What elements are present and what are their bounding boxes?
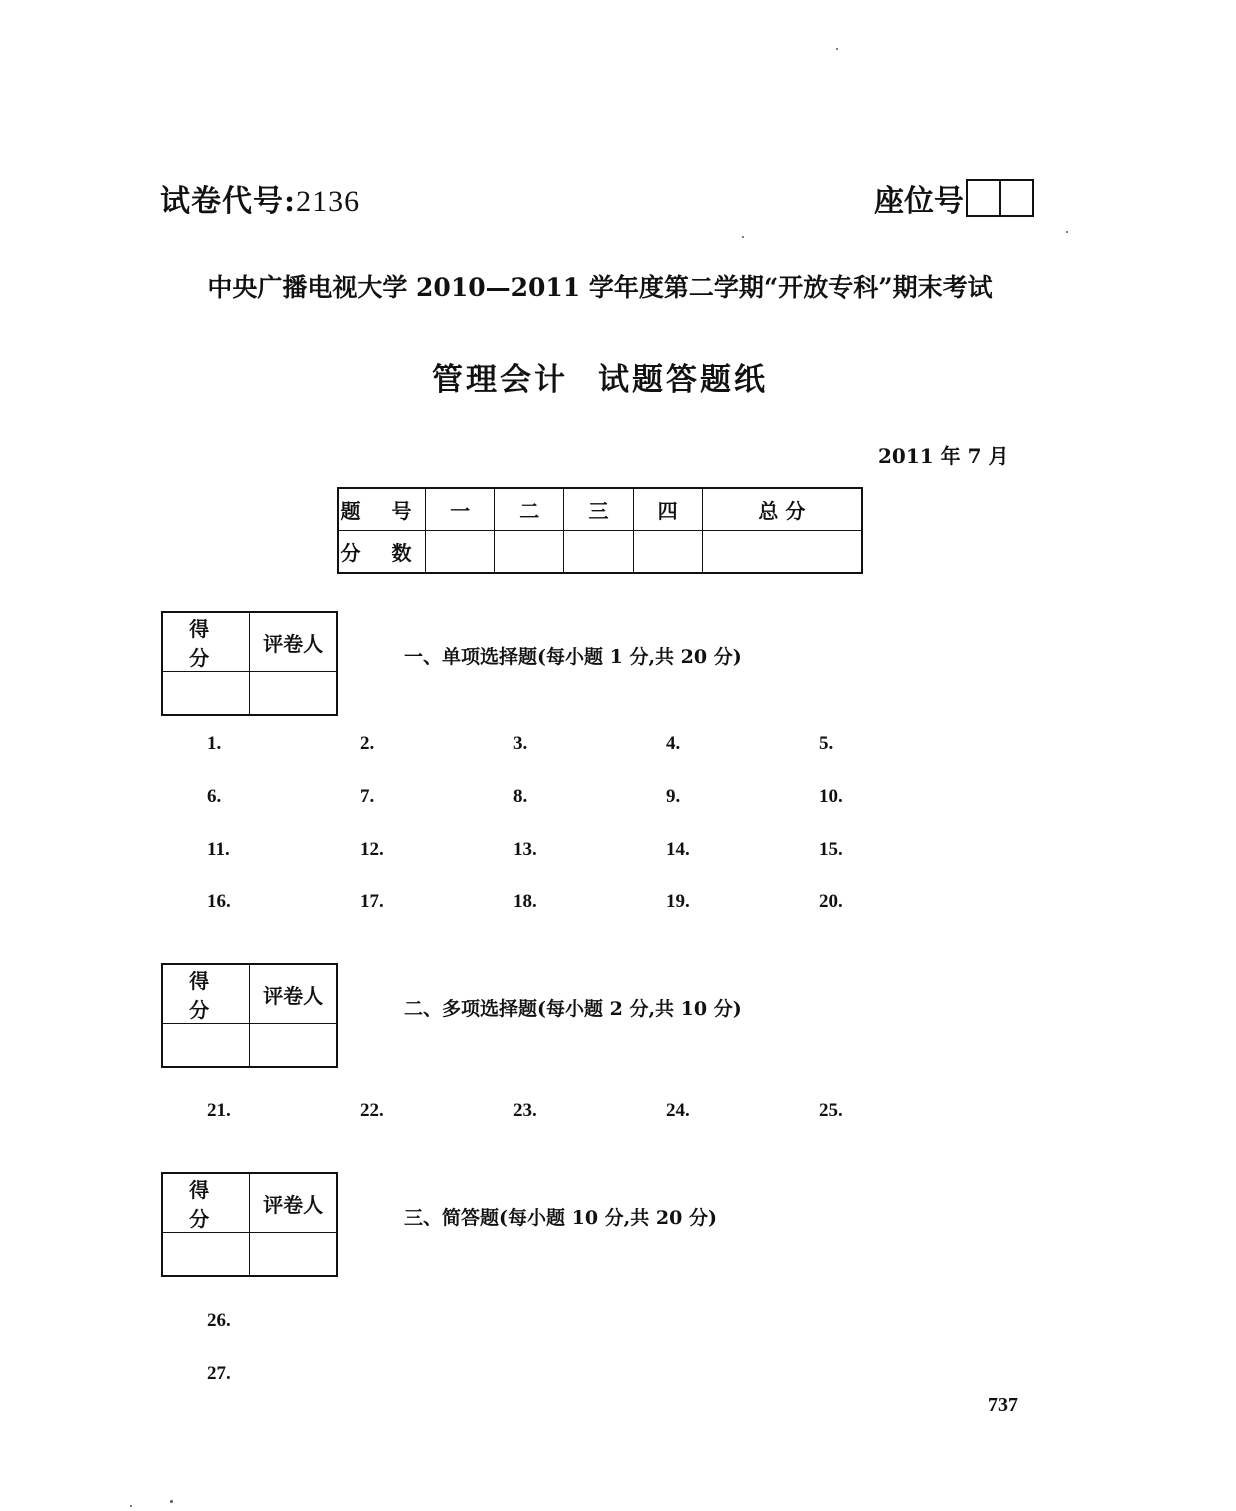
question-number: 24.	[666, 1100, 690, 1121]
question-number: 11.	[207, 839, 230, 860]
page-number: 737	[988, 1394, 1018, 1416]
exam-date: 2011 年 7 月	[878, 444, 1009, 468]
paper-code-value: 2136	[296, 185, 361, 218]
score-cell[interactable]	[426, 531, 495, 574]
score-cell[interactable]	[495, 531, 564, 574]
score-cell[interactable]	[633, 531, 702, 574]
question-number: 13.	[513, 839, 537, 860]
seat-number-label: 座位号	[874, 184, 964, 219]
question-number: 16.	[207, 891, 231, 912]
score-table-col-1: 一	[426, 488, 495, 531]
seat-number	[874, 176, 1034, 220]
grade-box-score-label: 得 分	[162, 1173, 250, 1233]
question-number: 25.	[819, 1100, 843, 1121]
question-number: 27.	[207, 1363, 231, 1384]
question-number: 14.	[666, 839, 690, 860]
subject-name: 管理会计	[432, 362, 568, 398]
score-table-col-2: 二	[495, 488, 564, 531]
seat-number-box[interactable]	[968, 181, 999, 215]
sheet-name: 试题答题纸	[598, 362, 768, 398]
paper-code-label: 试卷代号:	[160, 184, 297, 219]
question-number: 12.	[360, 839, 384, 860]
seat-number-boxes	[966, 179, 1034, 217]
question-number: 6.	[207, 786, 222, 807]
grade-box-grader-cell[interactable]	[250, 1024, 337, 1068]
grade-box-grader-cell[interactable]	[250, 672, 337, 716]
score-cell[interactable]	[564, 531, 633, 574]
score-cell-total[interactable]	[702, 531, 862, 574]
university-line: 中央广播电视大学 2010—2011 学年度第二学期“开放专科”期末考试	[207, 273, 993, 302]
scan-speck	[742, 236, 744, 238]
score-table	[337, 487, 863, 574]
scan-speck	[170, 1500, 173, 1503]
grade-box-grader-cell[interactable]	[250, 1233, 337, 1277]
question-number: 1.	[207, 733, 222, 754]
question-number: 26.	[207, 1310, 231, 1331]
grade-box-grader-label: 评卷人	[250, 1173, 337, 1233]
grade-box-score-cell[interactable]	[162, 1024, 250, 1068]
grade-box-score-cell[interactable]	[162, 672, 250, 716]
grade-box-section-3	[161, 1172, 338, 1277]
question-number: 23.	[513, 1100, 537, 1121]
score-table-col-4: 四	[633, 488, 702, 531]
grade-box-score-label: 得 分	[162, 612, 250, 672]
grade-box-grader-label: 评卷人	[250, 964, 337, 1024]
question-number: 9.	[666, 786, 681, 807]
score-table-score-label: 分 数	[338, 531, 426, 574]
section-1-title: 一、单项选择题(每小题 1 分,共 20 分)	[404, 646, 742, 668]
score-table-col-3: 三	[564, 488, 633, 531]
question-number: 21.	[207, 1100, 231, 1121]
scan-speck	[1066, 231, 1068, 233]
score-table-col-total: 总 分	[702, 488, 862, 531]
question-number: 15.	[819, 839, 843, 860]
question-number: 18.	[513, 891, 537, 912]
grade-box-section-1	[161, 611, 338, 716]
score-table-label: 题 号	[338, 488, 426, 531]
question-number: 20.	[819, 891, 843, 912]
grade-box-section-2	[161, 963, 338, 1068]
score-table-score-row	[338, 531, 862, 574]
question-number: 19.	[666, 891, 690, 912]
grade-box-score-cell[interactable]	[162, 1233, 250, 1277]
question-number: 3.	[513, 733, 528, 754]
seat-number-box[interactable]	[999, 181, 1032, 215]
grade-box-grader-label: 评卷人	[250, 612, 337, 672]
question-number: 5.	[819, 733, 834, 754]
grade-box-score-label: 得 分	[162, 964, 250, 1024]
scan-speck	[836, 48, 838, 50]
scan-speck	[130, 1505, 132, 1507]
subject-title	[0, 354, 1200, 399]
question-number: 17.	[360, 891, 384, 912]
question-number: 22.	[360, 1100, 384, 1121]
score-table-header-row	[338, 488, 862, 531]
question-number: 10.	[819, 786, 843, 807]
question-number: 2.	[360, 733, 375, 754]
question-number: 8.	[513, 786, 528, 807]
question-number: 4.	[666, 733, 681, 754]
paper-code	[160, 176, 360, 220]
section-3-title: 三、简答题(每小题 10 分,共 20 分)	[404, 1207, 717, 1229]
section-2-title: 二、多项选择题(每小题 2 分,共 10 分)	[404, 998, 742, 1020]
question-number: 7.	[360, 786, 375, 807]
